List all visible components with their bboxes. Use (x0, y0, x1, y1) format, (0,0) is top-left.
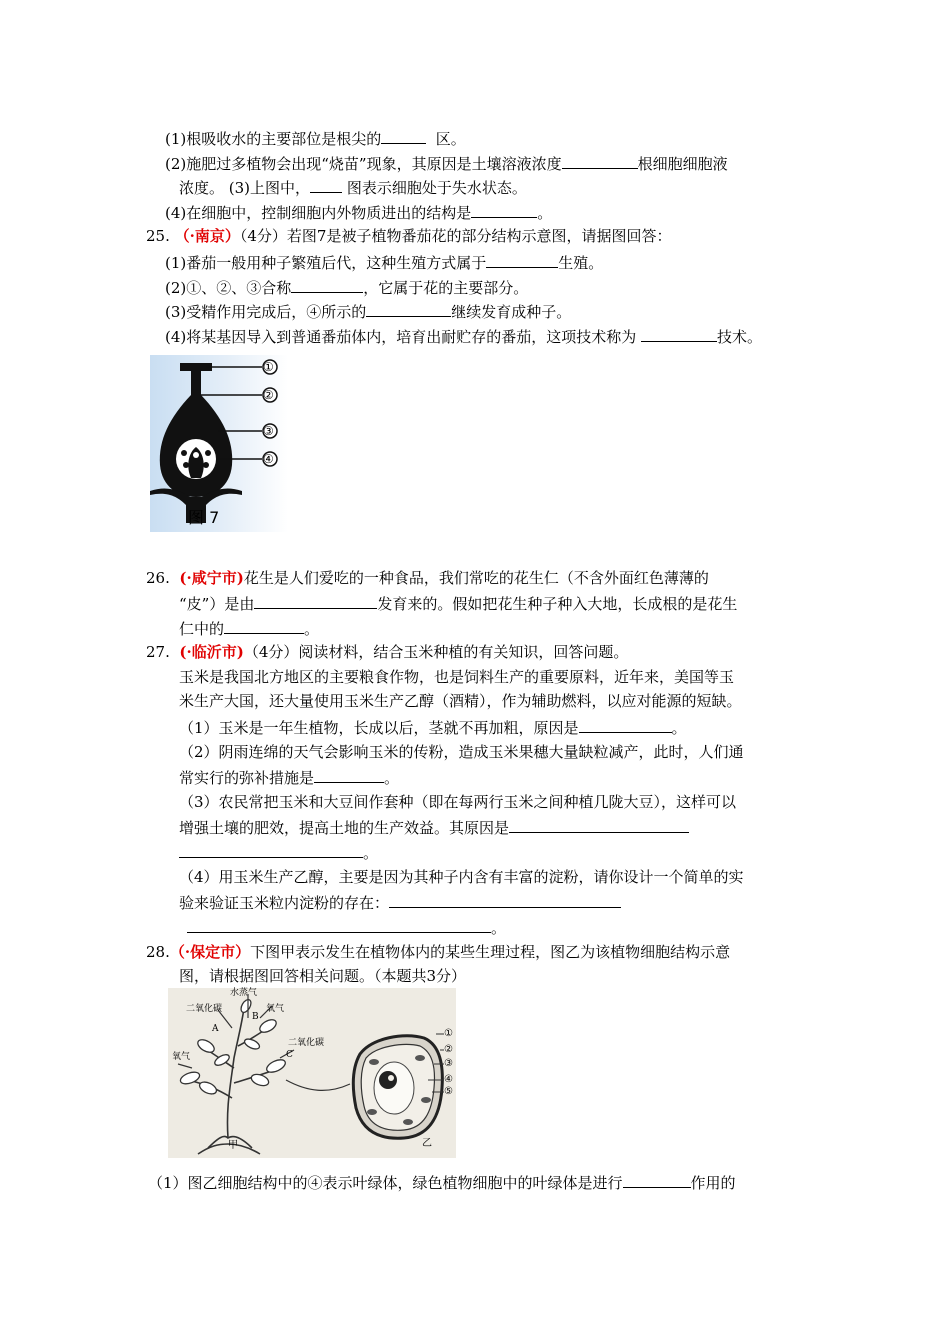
figure-marker: ③ (263, 424, 274, 438)
figure-caption: 乙 (422, 1138, 432, 1149)
q28-sub-1: （1）图乙细胞结构中的④表示叶绿体，绿色植物细胞中的叶绿体是进行 作用的 (148, 1171, 736, 1194)
figure-marker: ⑤ (444, 1086, 453, 1097)
figure-7 (150, 355, 288, 532)
answer-blank[interactable] (471, 201, 537, 218)
q28-line-2: 图，请根据图回答相关问题。（本题共3分） (179, 967, 467, 985)
answer-blank[interactable] (562, 152, 638, 169)
figure-label: 水蒸气 (230, 988, 258, 998)
figure-marker: ① (263, 360, 274, 374)
answer-blank[interactable] (310, 176, 342, 193)
q25-line-4: (4)将某基因导入到普通番茄体内，培育出耐贮存的番茄，这项技术称为 技术。 (165, 325, 762, 348)
figure-label: B (252, 1012, 259, 1022)
answer-blank[interactable] (366, 300, 451, 317)
q24-line-1: (1)根吸收水的主要部位是根尖的 区。 (165, 127, 466, 150)
q24-line-4: (4)在细胞中，控制细胞内外物质进出的结构是 。 (165, 201, 552, 224)
q27-sub-4a: （4）用玉米生产乙醇，主要是因为其种子内含有丰富的淀粉，请你设计一个简单的实 (179, 868, 744, 886)
figure-marker: ② (444, 1044, 453, 1055)
figure-marker: ③ (444, 1058, 453, 1069)
figure-label: C (286, 1050, 293, 1060)
answer-blank[interactable] (291, 276, 363, 293)
q27-sub-1: （1）玉米是一年生植物，长成以后，茎就不再加粗，原因是 。 (179, 716, 687, 739)
figure-marker: ① (444, 1028, 453, 1039)
q25-header: 25. （·南京）（4分）若图7是被子植物番茄花的部分结构示意图，请据图回答： (146, 227, 672, 245)
source-tag: （·南京） (174, 227, 240, 245)
q24-line-2: (2)施肥过多植物会出现“烧苗”现象，其原因是土壤溶液浓度 根细胞细胞液 (165, 152, 728, 175)
figure-marker: ④ (263, 452, 274, 466)
q27-sub-4b: 验来验证玉米粒内淀粉的存在： (179, 891, 621, 914)
figure-marker: ② (263, 388, 274, 402)
plant-and-cell-figure (168, 988, 456, 1158)
q25-line-3: (3)受精作用完成后，④所示的 继续发育成种子。 (165, 300, 571, 323)
figure-label: 氧气 (172, 1052, 191, 1062)
source-tag: (·咸宁市) (179, 569, 244, 587)
figure-caption: 图 7 (188, 508, 220, 527)
q26-line-1: 26. (·咸宁市)花生是人们爱吃的一种食品，我们常吃的花生仁（不含外面红色薄薄的 (146, 569, 709, 587)
answer-blank[interactable] (381, 127, 426, 144)
figure-label: 二氧化碳 (186, 1004, 223, 1014)
q27-para-line-2: 米生产大国，还大量使用玉米生产乙醇（酒精），作为辅助燃料，以应对能源的短缺。 (179, 692, 742, 710)
q25-line-2: (2)①、②、③合称 ，它属于花的主要部分。 (165, 276, 528, 299)
answer-blank[interactable] (179, 841, 363, 858)
q27-sub-2b: 常实行的弥补措施是 。 (179, 766, 399, 789)
q27-header: 27. (·临沂市)（4分）阅读材料，结合玉米种植的有关知识，回答问题。 (146, 643, 629, 661)
q27-sub-2a: （2）阴雨连绵的天气会影响玉米的传粉，造成玉米果穗大量缺粒减产，此时，人们通 (179, 743, 744, 761)
answer-blank[interactable] (509, 816, 689, 833)
figure-marker: ④ (444, 1074, 453, 1085)
figure-label: A (212, 1024, 219, 1034)
q27-para-line-1: 玉米是我国北方地区的主要粮食作物，也是饲料生产的重要原料，近年来，美国等玉 (179, 668, 735, 686)
figure-label: 氧气 (266, 1004, 285, 1014)
source-tag: （·保定市） (169, 943, 251, 961)
figure-caption: 甲 (228, 1140, 238, 1151)
source-tag: (·临沂市) (179, 643, 244, 661)
q28-line-1: 28.（·保定市）下图甲表示发生在植物体内的某些生理过程，图乙为该植物细胞结构示意 (146, 943, 731, 961)
figure-label: 二氧化碳 (288, 1038, 325, 1048)
q27-sub-3b: 增强土壤的肥效，提高土地的生产效益。其原因是 (179, 816, 689, 839)
answer-blank[interactable] (314, 766, 384, 783)
answer-blank[interactable] (187, 916, 491, 933)
answer-blank[interactable] (579, 716, 672, 733)
q27-sub-3c: 。 (179, 841, 378, 864)
answer-blank[interactable] (486, 251, 558, 268)
answer-blank[interactable] (224, 617, 304, 634)
answer-blank[interactable] (623, 1171, 691, 1188)
answer-blank[interactable] (254, 592, 377, 609)
q25-line-1: (1)番茄一般用种子繁殖后代，这种生殖方式属于 生殖。 (165, 251, 603, 274)
q27-sub-4c: 。 (187, 916, 506, 939)
flower-pistil-diagram (150, 355, 288, 532)
answer-blank[interactable] (389, 891, 621, 908)
q27-sub-3a: （3）农民常把玉米和大豆间作套种（即在每两行玉米之间种植几陇大豆），这样可以 (179, 793, 737, 811)
q26-line-2: “皮”）是由 发育来的。假如把花生种子种入大地，长成根的是花生 (179, 592, 737, 615)
answer-blank[interactable] (641, 325, 717, 342)
q24-line-3: 浓度。 (3)上图中， 图表示细胞处于失水状态。 (179, 176, 527, 199)
q26-line-3: 仁中的 。 (179, 617, 319, 640)
